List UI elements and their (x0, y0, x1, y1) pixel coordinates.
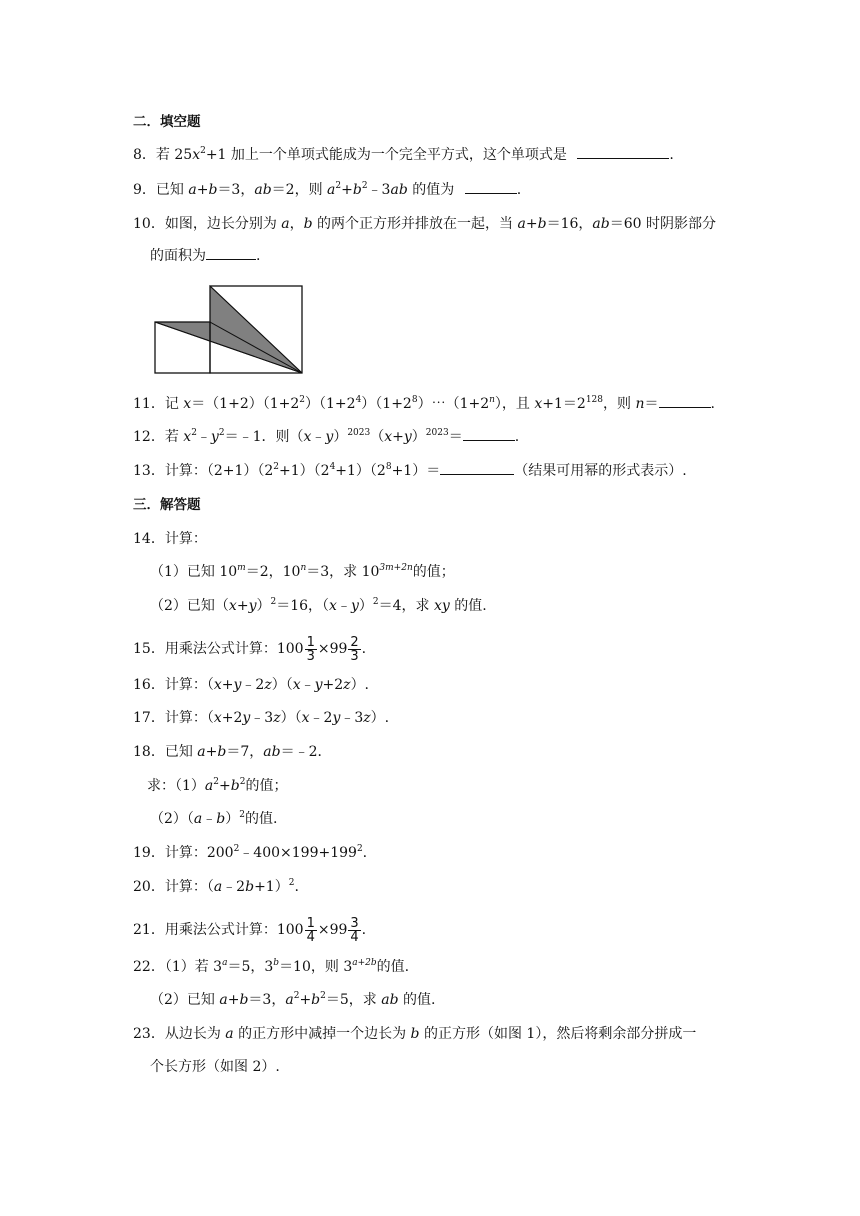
question-8: 8．若 $25x^2+1$ 加上一个单项式能成为一个完全平方式，这个单项式是 . (133, 146, 674, 163)
question-23: 23．从边长为 a 的正方形中减掉一个边长为 b 的正方形（如图 1），然后将剩余部分拼成一 (133, 1026, 697, 1042)
section-fill-in-title: 二．填空题 (133, 114, 201, 130)
question-10: 10．如图，边长分别为 a，b 的两个正方形并排放在一起，当 a+b＝16，ab＝60 时阴影部分 (133, 216, 716, 232)
question-11: 11．记 $x=(1+2)(1+2^2)(1+2^4)(1+2^8)\cdots(1+2^n)$，且 $x+1=2^{128}$，则 n＝ . (133, 395, 715, 412)
question-14: 14．计算： (133, 531, 207, 547)
question-14-part-1: （1）已知 $10^m=2$，$10^n=3$，求 $10^{3m+2n}$的值； (150, 563, 455, 580)
question-17: 17．计算：（x+2y﹣3z）（x﹣2y﹣3z）. (133, 710, 390, 726)
question-22-part-1: 22．（1）若 $3^a=5$，$3^b=10$，则 $3^{a+2b}$的值. (133, 958, 410, 975)
answer-blank[interactable] (206, 247, 256, 260)
fraction: $\frac{1}{3}$ (306, 634, 315, 664)
question-10-line-2: 的面积为 . (150, 248, 261, 264)
question-16: 16．计算：（x+y﹣2z）（x﹣y+2z）. (133, 677, 370, 693)
two-squares-figure (150, 282, 308, 376)
answer-blank[interactable] (463, 428, 515, 441)
question-12: 12．若 $x^2﹣y^2=﹣1$．则$(x﹣y)^{2023}(x+y)^{2023}=$ . (133, 428, 520, 445)
answer-blank[interactable] (577, 146, 669, 159)
question-23-line-2: 个长方形（如图 2）. (150, 1059, 280, 1075)
question-21: 21．用乘法公式计算：100 $\frac{1}{4}$ ×99 $\frac{3}{4}$ . (133, 915, 367, 945)
section-solve-title: 三．解答题 (133, 497, 201, 513)
question-14-part-2: （2）已知$(x+y)^2=16$，（x﹣y）$^2$＝4，求 xy 的值. (150, 597, 487, 614)
question-18-part-2: （2）（a﹣b）$^2$的值. (150, 810, 278, 827)
answer-blank[interactable] (440, 462, 514, 475)
fraction: $\frac{1}{4}$ (306, 915, 315, 945)
answer-blank[interactable] (659, 395, 711, 408)
question-22-part-2: （2）已知 a+b＝3，$a^2+b^2=5$，求 ab 的值. (150, 991, 436, 1008)
question-15: 15．用乘法公式计算：100 $\frac{1}{3}$ ×99 $\frac{2}{3}$ . (133, 634, 367, 664)
question-18-part-1: 求：$(1)a^2+b^2$的值； (147, 777, 288, 794)
fraction: $\frac{3}{4}$ (350, 915, 359, 945)
fraction: $\frac{2}{3}$ (350, 634, 359, 664)
question-18: 18．已知 a+b＝7，ab＝﹣2． (133, 744, 332, 760)
question-20: 20．计算：（a﹣2b+1）$^2$. (133, 878, 299, 895)
question-9: 9．已知 a+b＝3，ab＝2，则 $a^2+b^2﹣3ab$ 的值为 . (133, 181, 522, 198)
answer-blank[interactable] (465, 181, 517, 194)
question-19: 19．计算：$200^2﹣400\times 199+199^2$. (133, 844, 368, 861)
question-13: 13．计算：$(2+1)(2^2+1)(2^4+1)(2^8+1)=$ （结果可用幂的形式表示）. (133, 462, 687, 479)
